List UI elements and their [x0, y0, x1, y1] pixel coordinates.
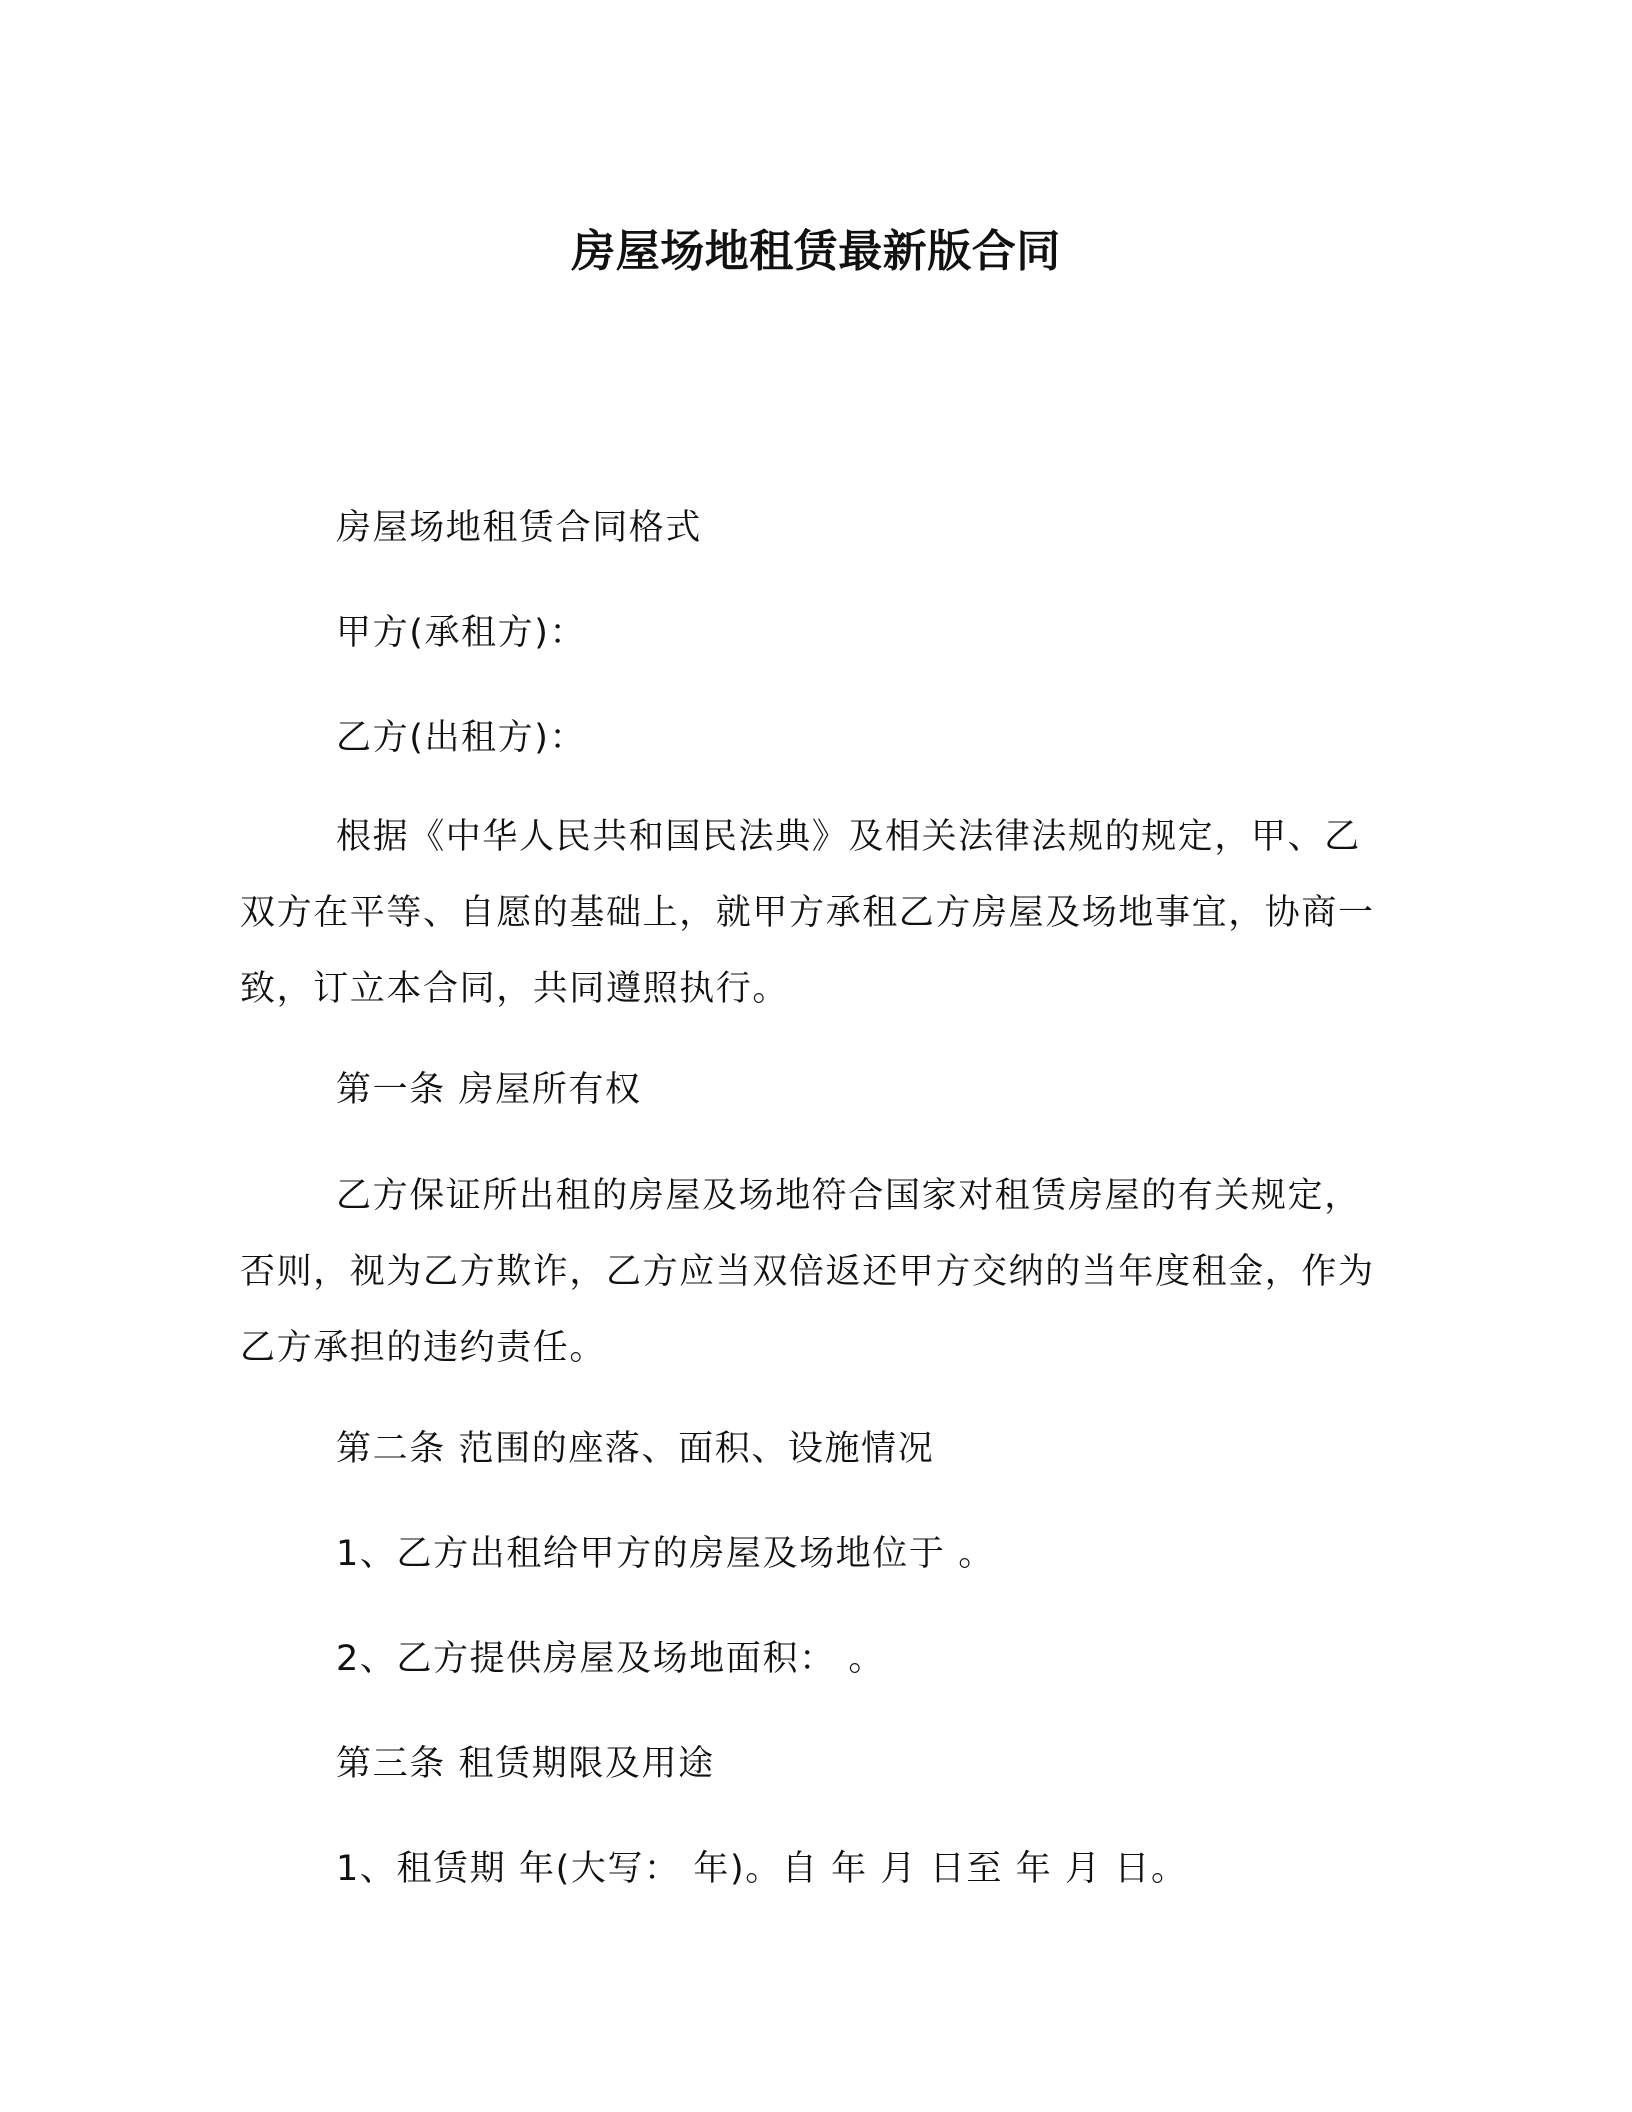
article-2-heading: 第二条 范围的座落、面积、设施情况 [336, 1429, 935, 1469]
article-1-body: 乙方保证所出租的房屋及场地符合国家对租赁房屋的有关规定，否则，视为乙方欺诈，乙方应当双倍返还甲方交纳的当年度租金，作为乙方承担的违约责任。 [240, 1176, 1375, 1368]
article-2-item-2: 2、乙方提供房屋及场地面积： 。 [336, 1639, 885, 1679]
document-title: 房屋场地租赁最新版合同 [571, 226, 1061, 277]
article-3-heading: 第三条 租赁期限及用途 [336, 1744, 715, 1784]
legal-basis-paragraph: 根据《中华人民共和国民法典》及相关法律法规的规定，甲、乙双方在平等、自愿的基础上，就甲方承租乙方房屋及场地事宜，协商一致，订立本合同，共同遵照执行。 [240, 817, 1375, 1009]
party-b-line: 乙方(出租方)： [336, 718, 587, 758]
article-3-item-1: 1、租赁期 年(大写： 年)。自 年 月 日至 年 月 日。 [336, 1849, 1188, 1889]
article-2-item-1: 1、乙方出租给甲方的房屋及场地位于 。 [336, 1534, 995, 1574]
contract-format-label: 房屋场地租赁合同格式 [336, 508, 703, 548]
party-a-line: 甲方(承租方)： [336, 613, 587, 653]
article-1-heading: 第一条 房屋所有权 [336, 1070, 642, 1110]
